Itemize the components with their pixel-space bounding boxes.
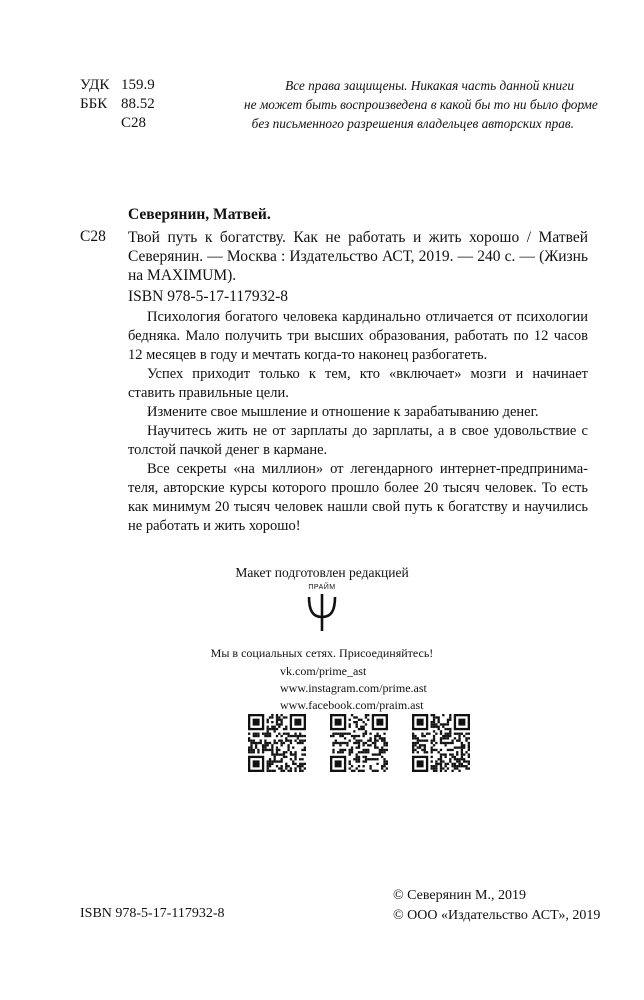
qr-code-icon[interactable] — [412, 714, 470, 772]
rights-line: без письменного разрешения владельцев авторских прав. — [251, 116, 574, 131]
copyright-publisher: © ООО «Издательство АСТ», 2019 — [393, 908, 601, 923]
copyright-author: © Северянин М., 2019 — [393, 888, 526, 903]
isbn-main: ISBN 978-5-17-117932-8 — [128, 288, 289, 305]
rights-notice — [244, 76, 598, 133]
annotation-paragraph: Научитесь жить не от зарплаты до зарплаты, а в свое удовольствие с толстой пачкой денег в кармане. — [128, 423, 588, 458]
prime-logo-icon — [297, 583, 347, 633]
social-link-instagram[interactable]: www.instagram.com/prime.ast — [280, 681, 427, 695]
udk-label: УДК — [80, 77, 110, 93]
author-name: Северянин, Матвей. — [128, 206, 271, 223]
social-link-facebook[interactable]: www.facebook.com/praim.ast — [280, 698, 424, 712]
qr-code-icon[interactable] — [330, 714, 388, 772]
isbn-footer: ISBN 978-5-17-117932-8 — [80, 906, 225, 921]
author-code: С28 — [121, 115, 147, 131]
bibliographic-description: Твой путь к богатству. Как не работать и жить хорошо / Матвей Северянин. — Москва : Издательство АСТ, 2019. — 240 с. — (Жизнь на MAXIMUM). — [128, 229, 588, 284]
catalog-code: С28 — [80, 228, 106, 245]
udk-value: 159.9 — [121, 77, 155, 93]
rights-line: не может быть воспроизведена в какой бы то ни было форме — [244, 97, 598, 112]
bbk-value: 88.52 — [121, 96, 155, 112]
annotation-paragraph: Все секреты «на миллион» от легендарного интернет-предпринимателя, авторские курсы которого прошло более 20 тысяч человек. То есть как минимум 20 тысяч человек нашли свой путь к богатству и научились не работать и жить хорошо! — [128, 461, 588, 534]
annotation-paragraph: Измените свое мышление и отношение к зарабатыванию денег. — [147, 404, 539, 420]
logo-text: ПРАЙМ — [308, 584, 336, 591]
annotation-paragraph: Психология богатого человека кардинально отличается от психологии бедняка. Мало получить три высших образования, работать по 12 часов 12 месяцев в году и мечтать когда-то наконец разбогатеть. — [128, 309, 588, 363]
qr-code-icon[interactable] — [248, 714, 306, 772]
bbk-label: ББК — [80, 96, 108, 112]
classification-block — [80, 76, 155, 133]
social-links — [280, 663, 427, 714]
copyright-block — [393, 886, 600, 926]
social-heading: Мы в социальных сетях. Присоединяйтесь! — [210, 646, 434, 660]
social-link-vk[interactable]: vk.com/prime_ast — [280, 664, 367, 678]
prepared-by-note: Макет подготовлен редакцией — [235, 565, 409, 580]
rights-line: Все права защищены. Никакая часть данной книги — [285, 78, 574, 93]
annotation — [128, 308, 588, 536]
annotation-paragraph: Успех приходит только к тем, кто «включает» мозги и начинает ставить правильные цели. — [128, 366, 588, 401]
